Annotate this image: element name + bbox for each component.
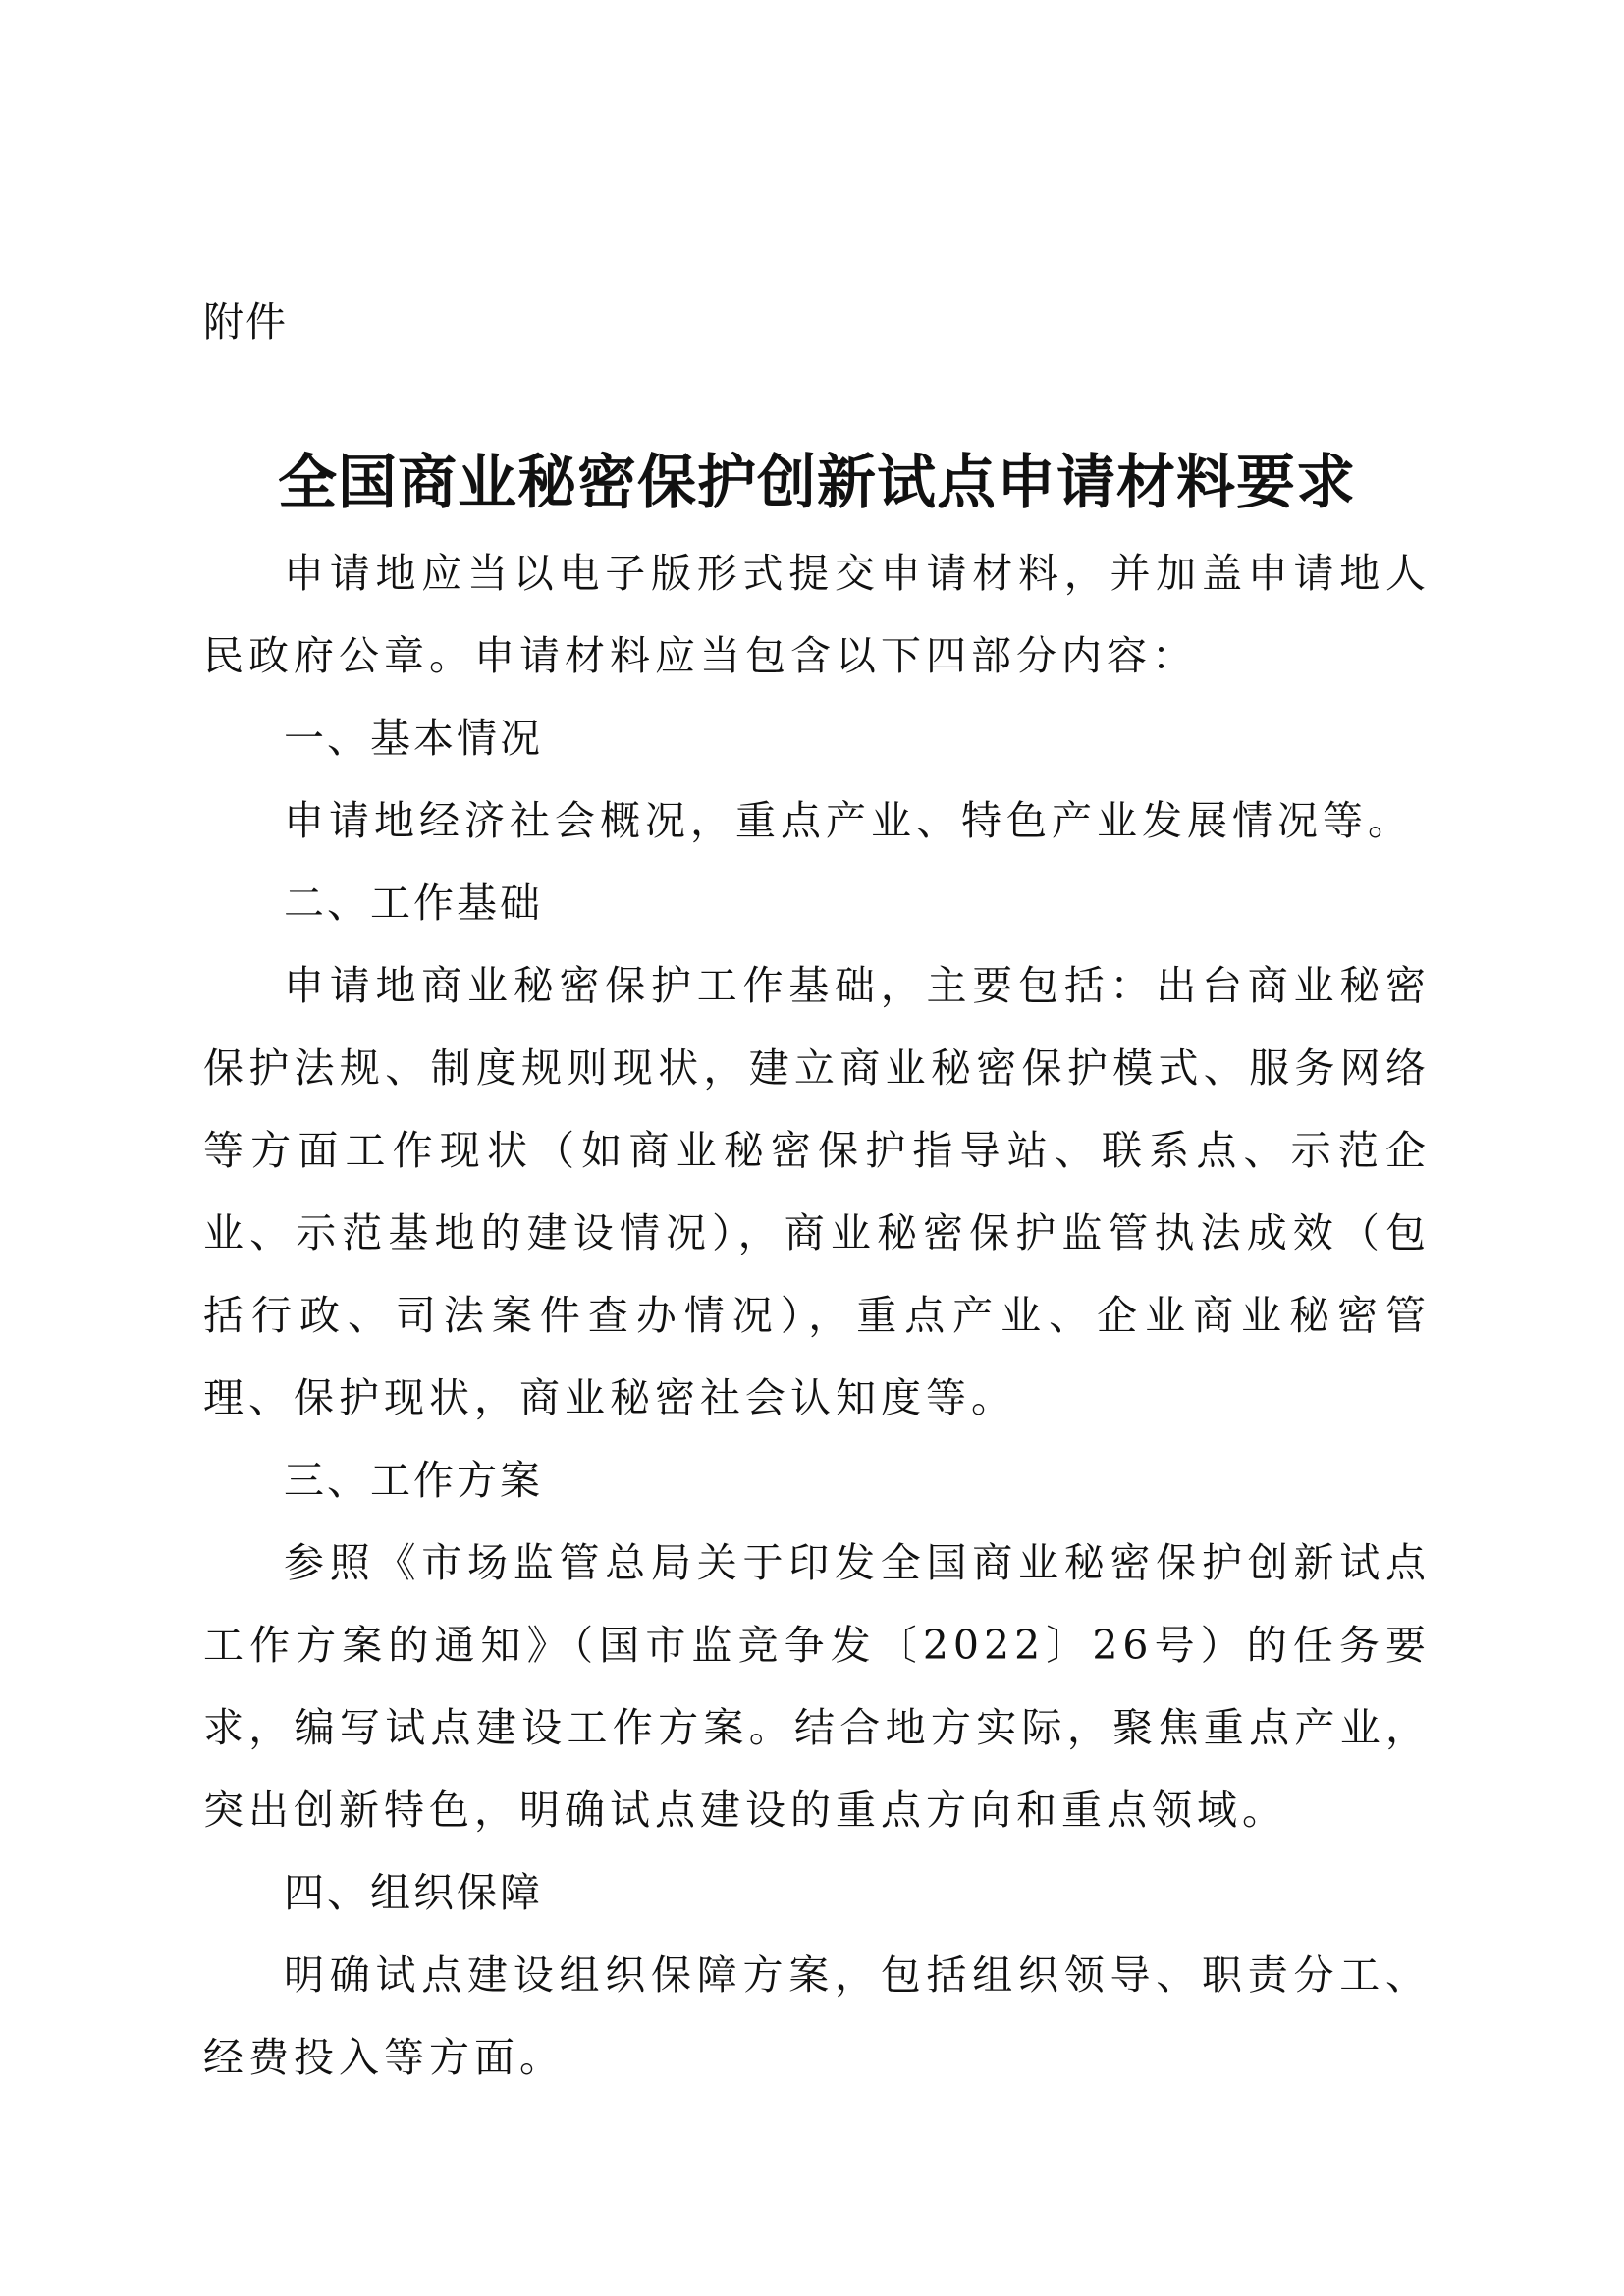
section-organization-guarantee [203, 1851, 1431, 2099]
section-work-foundation [203, 862, 1431, 1439]
document-body [203, 532, 1431, 2099]
section-heading: 二、工作基础 [284, 880, 543, 927]
section-work-plan [203, 1439, 1431, 1851]
document-title: 全国商业秘密保护创新试点申请材料要求 [278, 449, 1356, 517]
attachment-label: 附件 [203, 298, 288, 346]
section-heading: 一、基本情况 [284, 715, 543, 762]
section-paragraph: 明确试点建设组织保障方案，包括组织领导、职责分工、经费投入等方面。 [203, 1951, 1431, 2081]
section-heading: 三、工作方案 [284, 1457, 543, 1504]
section-heading: 四、组织保障 [284, 1869, 543, 1916]
section-paragraph: 申请地经济社会概况，重点产业、特色产业发展情况等。 [284, 797, 1413, 844]
section-basic-info [203, 697, 1431, 862]
intro-paragraph: 申请地应当以电子版形式提交申请材料，并加盖申请地人民政府公章。申请材料应当包含以下四部分内容： [203, 550, 1431, 679]
section-paragraph: 申请地商业秘密保护工作基础，主要包括：出台商业秘密保护法规、制度规则现状，建立商业秘密保护模式、服务网络等方面工作现状（如商业秘密保护指导站、联系点、示范企业、示范基地的建设情况），商业秘密保护监管执法成效（包括行政、司法案件查办情况），重点产业、企业商业秘密管理、保护现状，商业秘密社会认知度等。 [203, 962, 1431, 1421]
section-paragraph: 参照《市场监管总局关于印发全国商业秘密保护创新试点工作方案的通知》（国市监竞争发〔2022〕26号）的任务要求，编写试点建设工作方案。结合地方实际，聚焦重点产业，突出创新特色，明确试点建设的重点方向和重点领域。 [203, 1539, 1431, 1834]
